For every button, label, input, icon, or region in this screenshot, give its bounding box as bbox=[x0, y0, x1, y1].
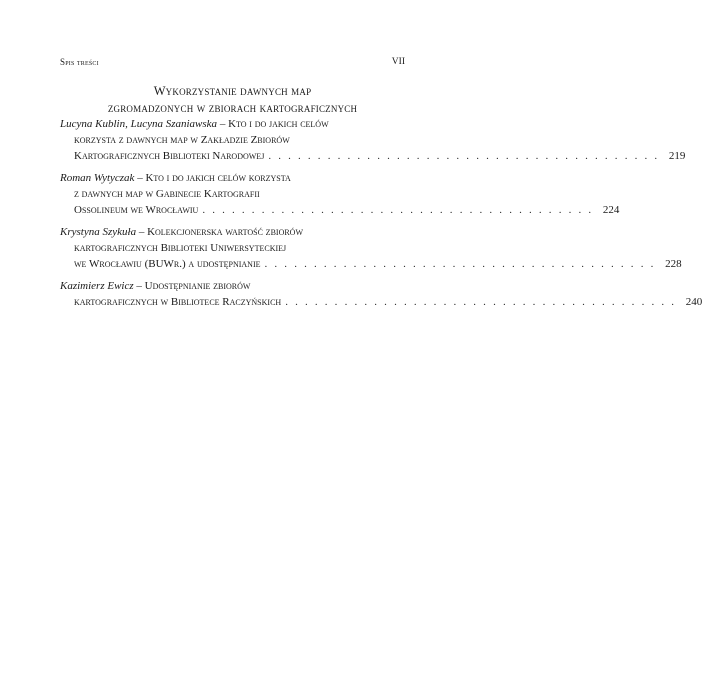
dot-leader: . . . . . . . . . . . . . . . . . . . . . . . . . . . . . . . . . . . . . . . . bbox=[285, 296, 677, 308]
toc-entry-separator: – bbox=[133, 280, 145, 292]
toc-entry-first-line bbox=[60, 170, 405, 186]
running-title: Spis treści bbox=[60, 57, 99, 67]
toc-entry-title: Udostępnianie zbiorów bbox=[144, 280, 251, 292]
toc-entry-authors: Lucyna Kublin, Lucyna Szaniawska bbox=[60, 118, 218, 130]
toc-entry-separator: – bbox=[136, 226, 148, 238]
toc-entry-title-end: Kartograficznych Biblioteki Narodowej bbox=[74, 150, 265, 162]
toc-entry-authors: Roman Wytyczak bbox=[60, 172, 135, 184]
toc-entry-title: Kto i do jakich celów bbox=[228, 118, 329, 130]
page-number: VII bbox=[391, 57, 405, 67]
toc-entry-authors: Kazimierz Ewicz bbox=[60, 280, 134, 292]
toc-entry[interactable] bbox=[60, 170, 620, 218]
toc-entry-last-line bbox=[60, 148, 686, 164]
toc-entries bbox=[60, 116, 702, 316]
toc-entry-title-continuation: z dawnych map w Gabinecie Kartografii bbox=[74, 188, 260, 200]
toc-entry-separator: – bbox=[217, 118, 229, 130]
toc-entry-page: 224 bbox=[602, 204, 620, 216]
toc-entry-title-end: Ossolineum we Wrocławiu bbox=[74, 204, 199, 216]
toc-entry-last-line bbox=[60, 256, 682, 272]
toc-entry-title-end: kartograficznych w Bibliotece Raczyńskich bbox=[74, 296, 282, 308]
toc-entry-page: 219 bbox=[668, 150, 686, 162]
toc-entry-last-line bbox=[60, 294, 702, 310]
dot-leader: . . . . . . . . . . . . . . . . . . . . . . . . . . . . . . . . . . . . . . . . bbox=[202, 204, 594, 216]
section-heading-line-2: zgromadzonych w zbiorach kartograficznych bbox=[107, 101, 358, 115]
dot-leader: . . . . . . . . . . . . . . . . . . . . . . . . . . . . . . . . . . . . . . . . bbox=[268, 150, 660, 162]
toc-entry[interactable] bbox=[60, 224, 682, 272]
toc-entry[interactable] bbox=[60, 278, 702, 310]
toc-entry-last-line bbox=[60, 202, 620, 218]
running-head bbox=[60, 57, 405, 71]
section-heading-line-1: Wykorzystanie dawnych map bbox=[153, 84, 312, 98]
dot-leader: . . . . . . . . . . . . . . . . . . . . . . . . . . . . . . . . . . . . . . . . bbox=[264, 258, 656, 270]
toc-entry-title: Kto i do jakich celów korzysta bbox=[145, 172, 291, 184]
toc-entry-title-continuation: korzysta z dawnych map w Zakładzie Zbiorów bbox=[74, 134, 290, 146]
toc-entry-page: 240 bbox=[685, 296, 702, 308]
toc-entry-title-end: we Wrocławiu (BUWr.) a udostępnianie bbox=[74, 258, 261, 270]
toc-entry-title: Kolekcjonerska wartość zbiorów bbox=[147, 226, 304, 238]
toc-entry-page: 228 bbox=[665, 258, 682, 270]
toc-entry-authors: Krystyna Szykuła bbox=[60, 226, 137, 238]
toc-entry-first-line bbox=[60, 116, 405, 132]
toc-entry-first-line bbox=[60, 278, 405, 294]
toc-entry-separator: – bbox=[134, 172, 146, 184]
toc-entry-first-line bbox=[60, 224, 405, 240]
section-heading bbox=[60, 83, 405, 117]
toc-entry-title-continuation: kartograficznych Biblioteki Uniwersyteckiej bbox=[74, 242, 287, 254]
toc-entry[interactable] bbox=[60, 116, 686, 164]
